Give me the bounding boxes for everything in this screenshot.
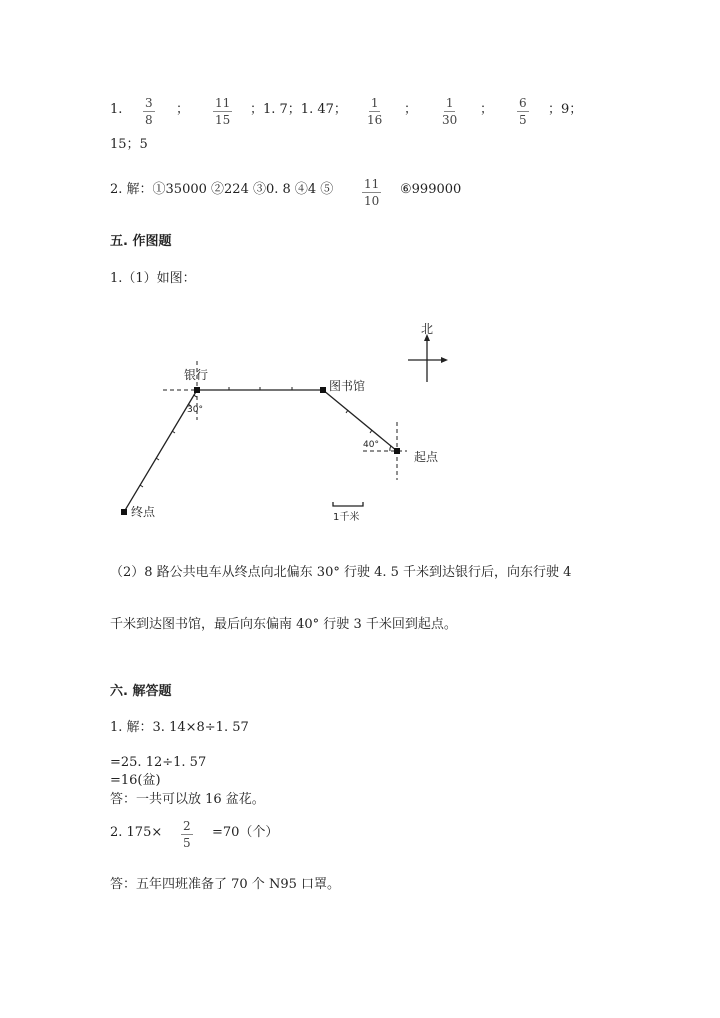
section6-title: 六. 解答题 <box>110 684 172 699</box>
section5-title: 五. 作图题 <box>110 234 172 249</box>
library-label: 图书馆 <box>329 379 366 393</box>
numerator: 1 <box>445 96 454 110</box>
separator: ； <box>176 102 190 117</box>
section5-item2-line1: （2）8 路公共电车从终点向北偏东 30° 行驶 4. 5 千米到达银行后，向东行驶 4 <box>110 565 572 580</box>
angle-30-label: 30° <box>187 405 203 415</box>
q4-line2: 15；5 <box>110 137 148 152</box>
section6-q2-suffix: =70（个） <box>212 825 279 840</box>
section6-q1-line3: =16(盆) <box>110 773 161 788</box>
numerator: 11 <box>215 96 231 110</box>
q4-item1-prefix: 1. <box>110 102 123 117</box>
start-label: 起点 <box>414 450 439 464</box>
section6-q2-answer: 答：五年四班准备了 70 个 N95 口罩。 <box>110 877 340 892</box>
denominator: 16 <box>367 113 383 127</box>
section6-q1-answer: 答：一共可以放 16 盆花。 <box>110 792 265 807</box>
denominator: 8 <box>145 113 153 127</box>
scale-label: 1千米 <box>333 512 360 523</box>
section6-q2-prefix: 2. 175× <box>110 825 163 840</box>
section6-q1-line2: =25. 12÷1. 57 <box>110 755 207 770</box>
scale-bar <box>333 502 363 506</box>
separator: ； <box>404 102 418 117</box>
q4-item2-suffix: ⑥999000 <box>400 182 462 197</box>
numerator: 2 <box>183 819 191 833</box>
q4-tail: ；9； <box>548 102 583 117</box>
separator: ； <box>480 102 494 117</box>
numerator: 1 <box>370 96 379 110</box>
q4-item2-prefix: 2. 解：①35000 ②224 ③0. 8 ④4 ⑤ <box>110 182 334 197</box>
east-arrow-icon <box>441 357 448 363</box>
angle-40-label: 40° <box>363 440 379 450</box>
q4-values: ；1. 7；1. 47； <box>250 102 347 117</box>
numerator: 3 <box>145 96 153 110</box>
section6-q1-line1: 1. 解：3. 14×8÷1. 57 <box>110 720 249 735</box>
bank-point <box>194 387 200 393</box>
end-point <box>121 509 127 515</box>
denominator: 5 <box>183 836 191 850</box>
section5-item1: 1.（1）如图： <box>110 271 196 286</box>
end-label: 终点 <box>131 505 156 519</box>
denominator: 10 <box>364 194 380 208</box>
north-label: 北 <box>421 322 434 336</box>
denominator: 5 <box>519 113 527 127</box>
denominator: 30 <box>442 113 458 127</box>
section5-item2-line2: 千米到达图书馆，最后向东偏南 40° 行驶 3 千米回到起点。 <box>110 617 457 632</box>
numerator: 11 <box>364 177 380 191</box>
library-point <box>320 387 326 393</box>
denominator: 15 <box>215 113 231 127</box>
fraction <box>181 819 193 850</box>
start-point <box>394 448 400 454</box>
route-library-start <box>323 390 397 451</box>
numerator: 6 <box>519 96 527 110</box>
bank-label: 银行 <box>184 368 209 382</box>
